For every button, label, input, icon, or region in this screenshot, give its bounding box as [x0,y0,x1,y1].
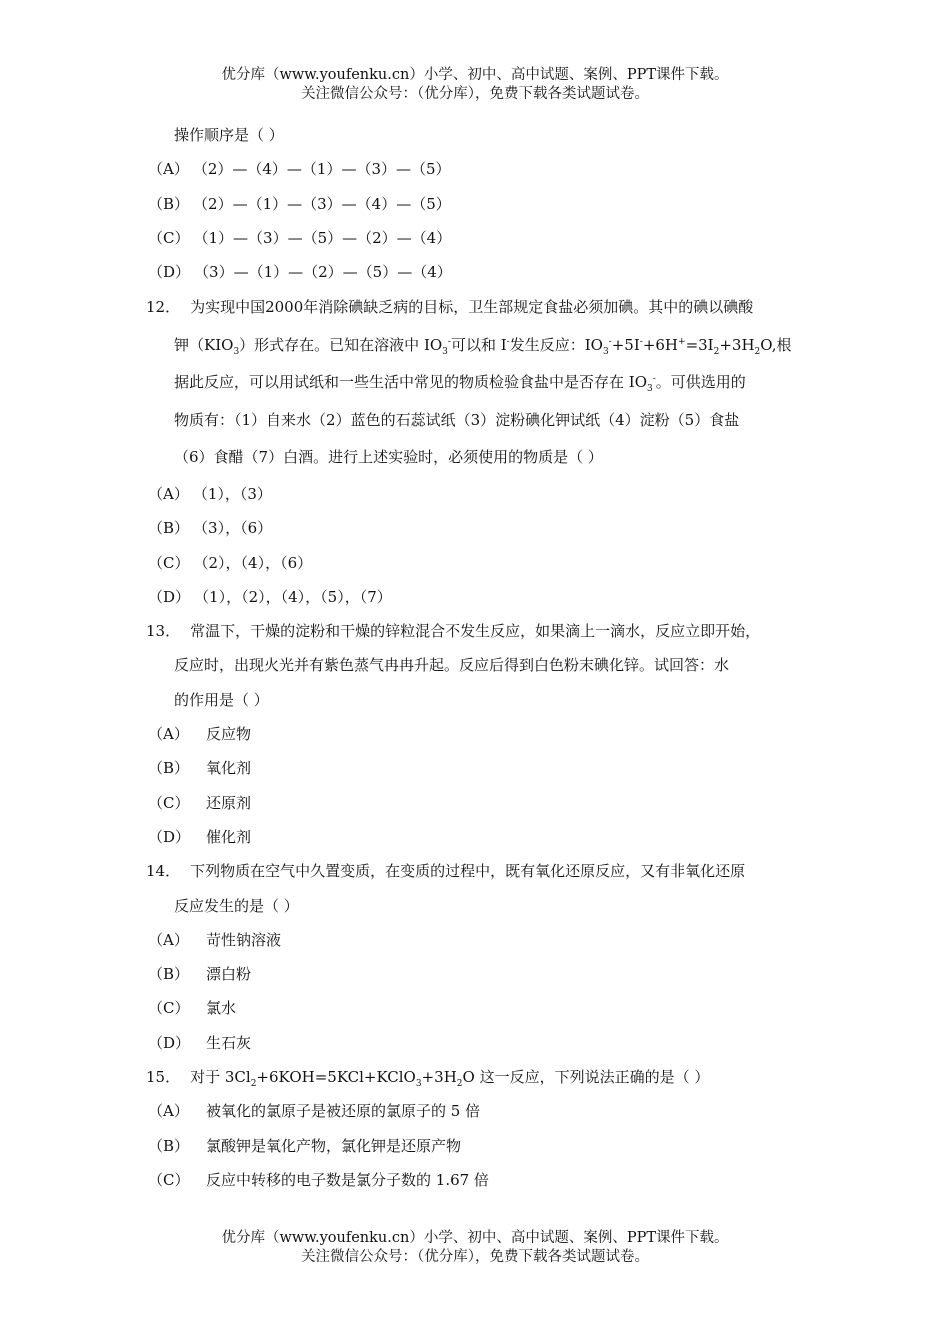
option-label: （C） [148,228,190,247]
option-text: （3），（6） [193,519,273,538]
footer-line-1: 优分库（www.youfenku.cn）小学、初中、高中试题、案例、PPT课件下载。 [221,1230,729,1246]
option-text: 反应物 [206,725,252,744]
question-number: 15． [146,1068,181,1087]
option-text: （1），（3） [192,484,272,503]
q12-stem-line-4: 物质有：（1）自来水（2）蓝色的石蕊试纸（3）淀粉碘化钾试纸（4）淀粉（5）食盐 [174,410,740,429]
header-line-2: 关注微信公众号：（优分库），免费下载各类试题试卷。 [301,86,649,102]
q13-option-b [146,751,826,785]
option-text: （3）—（1）—（2）—（5）—（4） [194,263,452,282]
q14-option-a [146,923,826,957]
option-text: （2），（4），（6） [193,553,313,572]
q13-stem-line-1 [146,614,826,648]
option-text: 氯酸钾是氧化产物，氯化钾是还原产物 [206,1136,462,1155]
q12-option-a [146,477,826,511]
q13-stem-line-3: 的作用是（ ） [174,690,269,709]
option-label: （A） [148,160,189,179]
footer-line-2: 关注微信公众号：（优分库），免费下载各类试题试卷。 [301,1249,649,1265]
option-label: （D） [148,1033,191,1052]
header-line-1: 优分库（www.youfenku.cn）小学、初中、高中试题、案例、PPT课件下载。 [221,67,729,83]
q13-option-c [146,786,826,820]
q14-option-c [146,991,826,1025]
q13-option-d [146,820,826,854]
q13-option-a [146,717,826,751]
option-label: （D） [148,263,191,282]
option-label: （C） [148,999,190,1018]
option-label: （D） [148,587,191,606]
q12-stem-line-1 [146,289,826,327]
option-label: （A） [148,1102,189,1121]
q12-option-d [146,580,826,614]
option-text: （1），（2），（4），（5），（7） [194,587,392,606]
option-text: 反应中转移的电子数是氯分子数的 1.67 倍 [206,1170,489,1189]
option-label: （A） [148,725,189,744]
page-header [0,66,950,104]
q11-option-c [146,221,826,255]
q15-stem-line-1: 15． 对于 $3Cl_2+6KOH=5KCl+KClO_3+3H_2O$ 这一反应，下列说法正确的是（ ） [146,1068,710,1090]
option-label: （B） [148,759,190,778]
q11-option-d [146,255,826,289]
q15-option-a [146,1094,826,1128]
option-label: （D） [148,827,191,846]
option-text: （2）—（1）—（3）—（4）—（5） [193,194,451,213]
stem-text: 常温下，干燥的淀粉和干燥的锌粒混合不发生反应，如果滴上一滴水，反应立即开始， [190,622,761,641]
q11-option-a [146,152,826,186]
q12-option-c [146,546,826,580]
stem-text: 为实现中国2000年消除碘缺乏病的目标，卫生部规定食盐必须加碘。其中的碘以碘酸 [190,298,754,317]
question-number: 14． [146,862,181,881]
q12-option-b [146,511,826,545]
option-label: （C） [148,553,190,572]
document-body [146,118,826,1197]
q14-stem-line-1 [146,854,826,888]
option-label: （B） [148,519,190,538]
q14-option-d [146,1026,826,1060]
q15-option-c [146,1163,826,1197]
q11-option-b [146,187,826,221]
option-text: 催化剂 [206,827,252,846]
option-label: （A） [148,930,189,949]
option-text: 还原剂 [206,793,252,812]
option-label: （B） [148,1136,190,1155]
question-number: 12． [146,298,181,317]
option-label: （A） [148,484,189,503]
page-footer [0,1229,950,1267]
q11-stem-tail: 操作顺序是（ ） [174,126,284,144]
option-label: （C） [148,1170,190,1189]
option-text: （2）—（4）—（1）—（3）—（5） [192,160,451,179]
option-text: 氯水 [206,999,237,1018]
q12-stem-line-5: （6）食醋（7）白酒。进行上述实验时，必须使用的物质是（ ） [174,448,603,467]
option-text: 生石灰 [206,1033,252,1052]
option-label: （C） [148,793,190,812]
option-label: （B） [148,965,190,984]
option-text: 苛性钠溶液 [206,930,282,949]
q13-stem-line-2: 反应时，出现火光并有紫色蒸气冉冉升起。反应后得到白色粉末碘化锌。试回答：水 [174,656,730,675]
q12-stem-line-3: 据此反应，可以用试纸和一些生活中常见的物质检验食盐中是否存在 $IO_3^-$。可供选用的 [174,373,746,395]
option-text: （1）—（3）—（5）—（2）—（4） [193,228,452,247]
option-text: 氧化剂 [206,759,252,778]
q15-option-b [146,1129,826,1163]
stem-text: 下列物质在空气中久置变质，在变质的过程中，既有氧化还原反应，又有非氧化还原 [190,862,746,881]
question-number: 13． [146,622,181,641]
q14-stem-line-2: 反应发生的是（ ） [174,896,299,915]
option-label: （B） [148,194,190,213]
option-text: 漂白粉 [206,965,252,984]
q14-option-b [146,957,826,991]
q12-stem-line-2: 钾$(KIO_3)$形式存在。已知在溶液中 $IO_3^-$可以和 I-发生反应：$IO_3^-+5I^-+6H^+=3I_2+3H_2O$,根 [174,335,792,357]
option-text: 被氧化的氯原子是被还原的氯原子的 5 倍 [206,1102,481,1121]
